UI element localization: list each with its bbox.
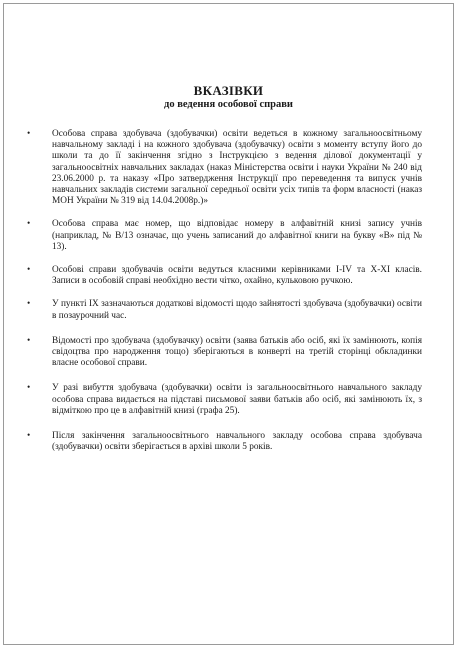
- list-item-text: Особова справа має номер, що відповідає номеру в алфавітній книзі запису учнів (наприклад, № В/13 означає, що учень записаний до алфавітної книги на букву «В» під № 13).: [52, 219, 422, 252]
- list-item-text: Особові справи здобувачів освіти ведуться класними керівниками І-ІV та Х-ХІ класів. Записи в особовій справі необхідно вести чітко, охайно, кульковою ручкою.: [52, 265, 422, 287]
- document-title: ВКАЗІВКИ: [193, 83, 264, 98]
- document-page: [3, 3, 454, 645]
- bullet-icon: •: [27, 299, 31, 310]
- list-item: [26, 129, 422, 207]
- bullet-icon: •: [27, 335, 31, 346]
- bullet-icon: •: [27, 383, 31, 394]
- document-subtitle: до ведення особової справи: [164, 99, 293, 110]
- list-item-text: У разі вибуття здобувача (здобувачки) освіти із загальноосвітнього навчального закладу особова справа видається на підставі письмової заяви батьків або осіб, які замінюють їх, з відміткою про це в алфавітній книзі (графа 25).: [52, 383, 422, 416]
- list-item: [26, 299, 422, 321]
- list-item: [26, 219, 422, 253]
- bullet-icon: •: [27, 265, 31, 276]
- instructions-list: [26, 129, 422, 465]
- list-item-text: Відомості про здобувача (здобувачку) освіти (заява батьків або осіб, які їх замінюють, копія свідоцтва про народження тощо) зберігаються в конверті на третій сторінці обкладинки власне особової справи.: [52, 335, 422, 369]
- bullet-icon: •: [27, 129, 31, 139]
- bullet-icon: •: [27, 431, 31, 442]
- list-item: [26, 336, 422, 370]
- list-item-text: Після закінчення загальноосвітнього навчального закладу особова справа здобувача (здобувачки) освіти зберігається в архіві школи 5 років.: [52, 431, 422, 453]
- bullet-icon: •: [27, 219, 31, 230]
- list-item-text: У пункті ІХ зазначаються додаткові відомості щодо зайнятості здобувача (здобувачки) освіти в позаурочний час.: [52, 299, 422, 321]
- list-item: [26, 265, 422, 287]
- list-item: [26, 383, 422, 417]
- list-item: [26, 431, 422, 453]
- list-item-text: Особова справа здобувача (здобувачки) освіти ведеться в кожному загальноосвітньому навчальному закладі і на кожного здобувача (здобувачку) освіти з моменту вступу його до школи та до її закінчення згідно з Інструкцією з ведення ділової документації у загальноосвітніх навчальних закладах (наказ Міністерства освіти і науки України № 240 від 23.06.2000 р. та наказу «Про затвердження Інструкції про переведення та випуск учнів навчальних закладів системи загальної середньої освіти усіх типів та форм власності (наказ МОН України № 319 від 14.04.2008р.)»: [52, 129, 422, 207]
